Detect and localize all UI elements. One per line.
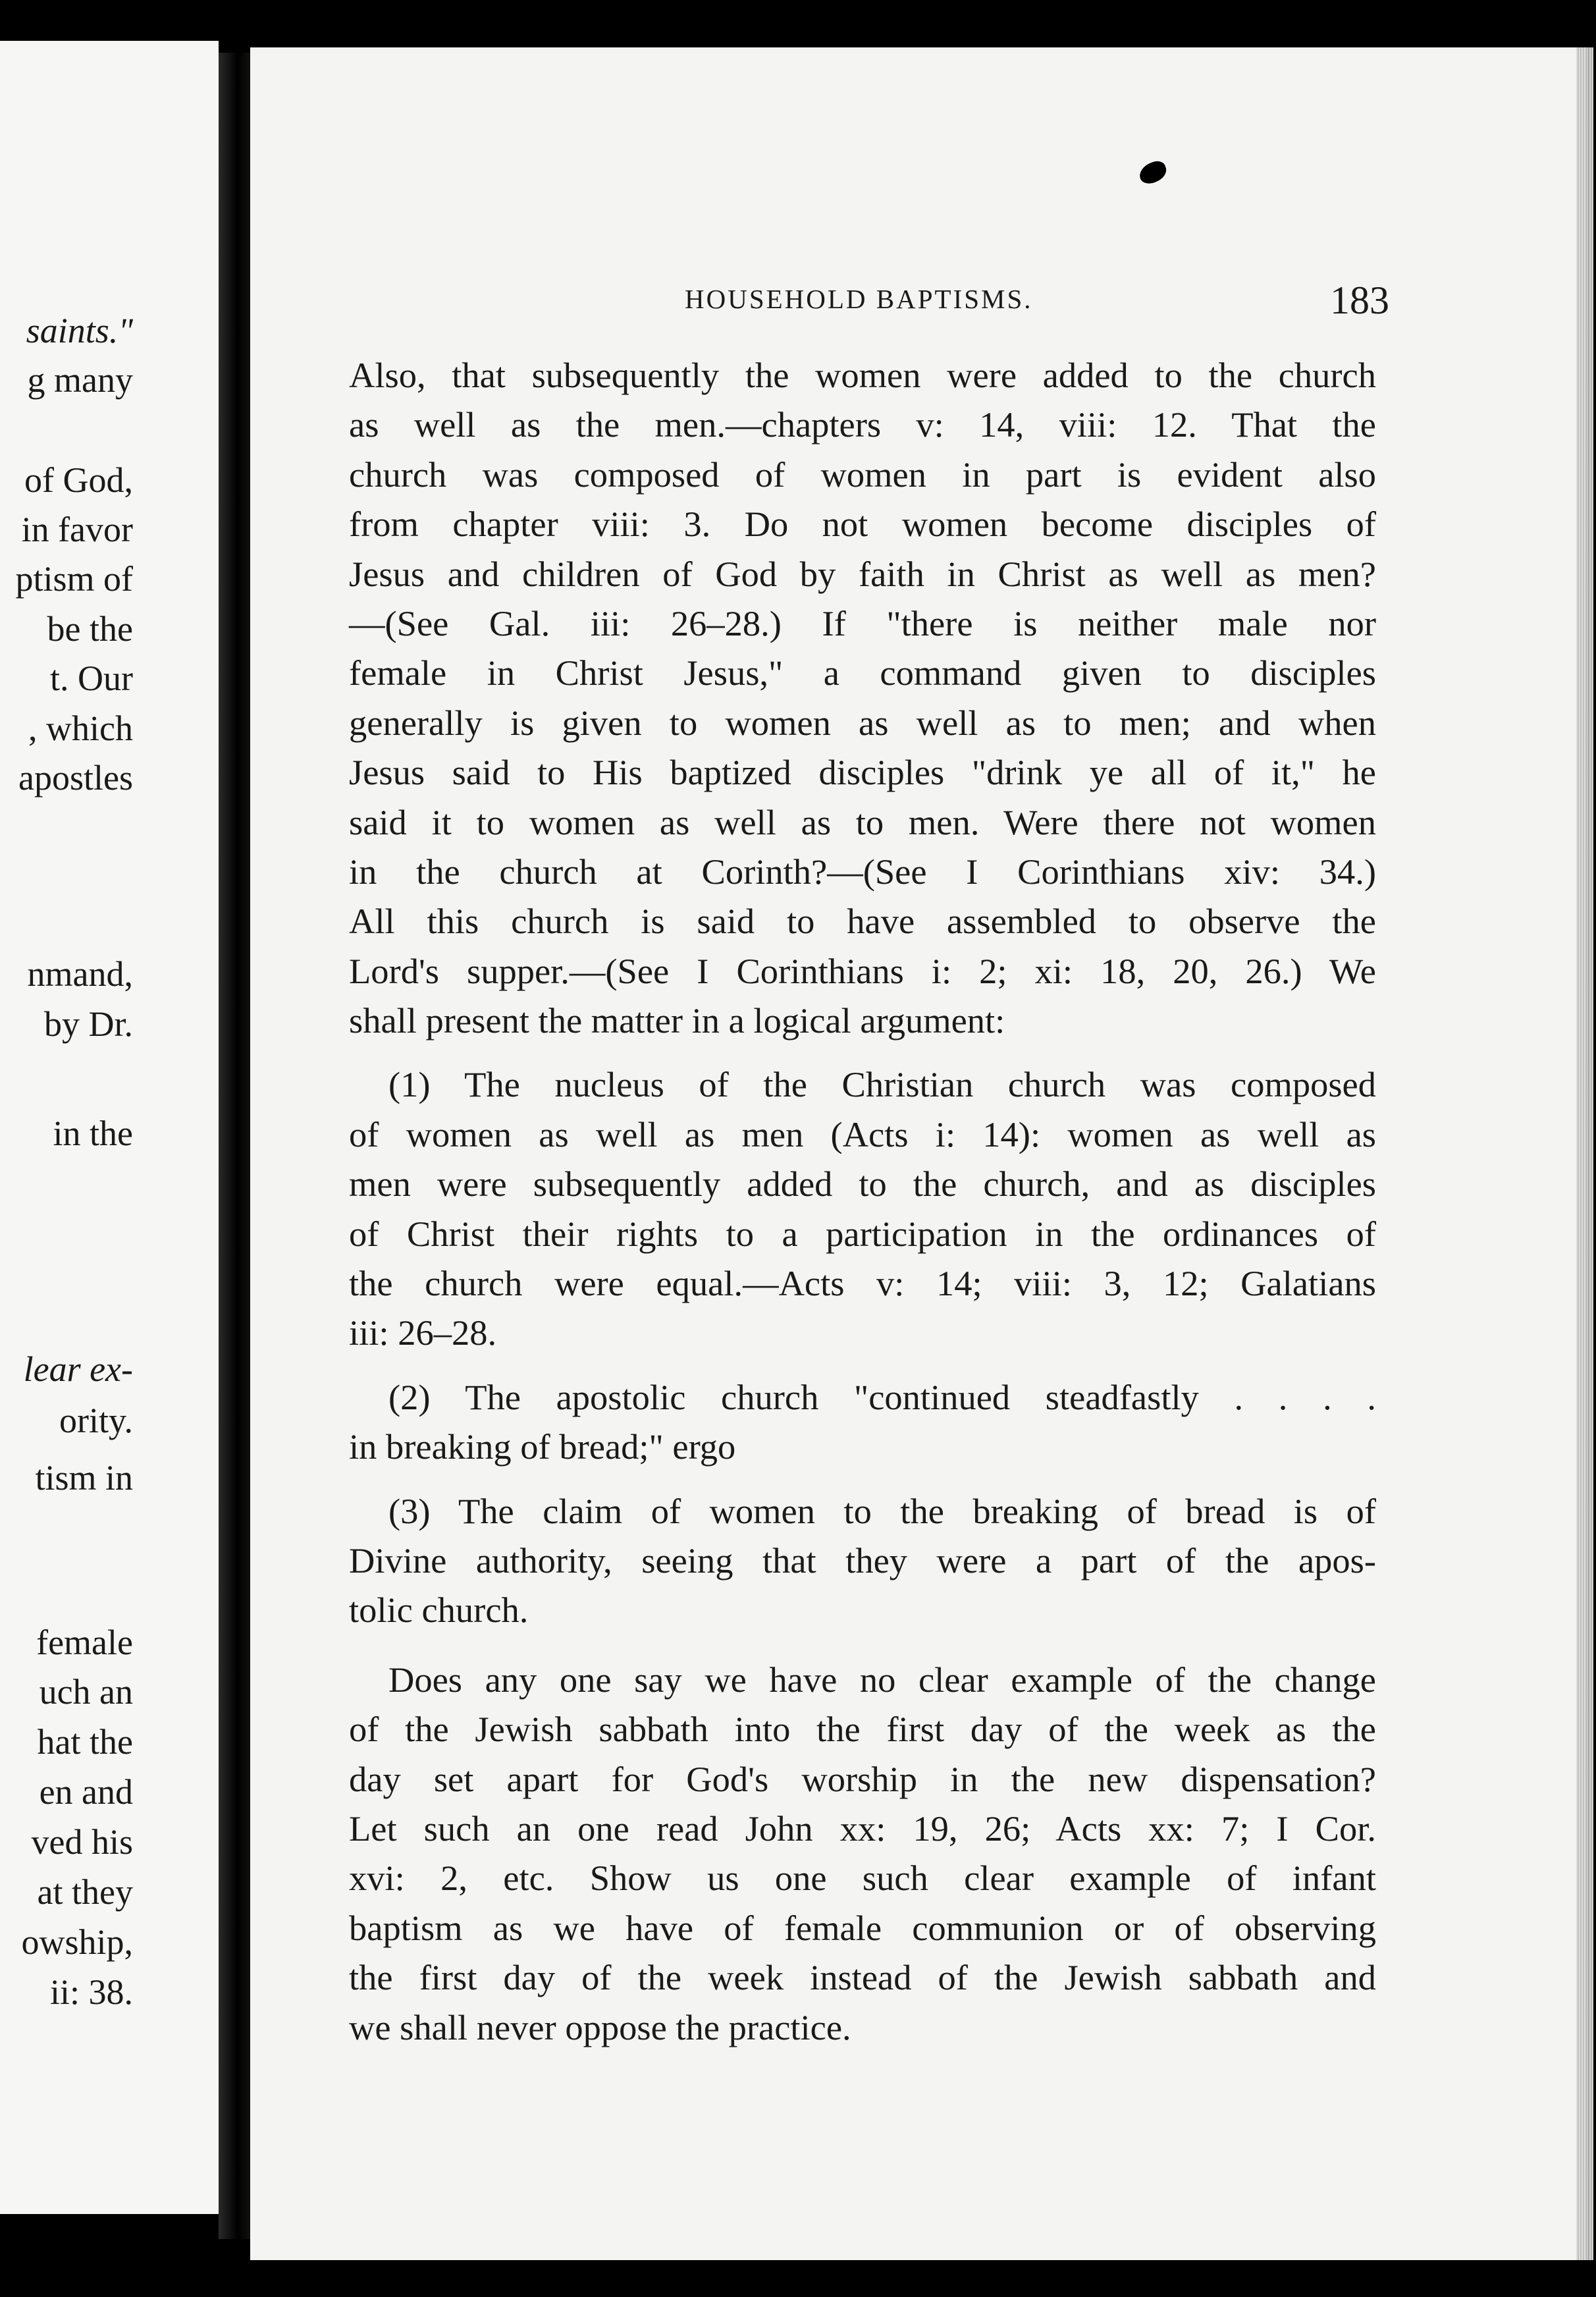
text-line: Let such an one read John xx: 19, 26; Acts xx: 7; I Cor. <box>349 1808 1376 1849</box>
text-line: iii: 26–28. <box>349 1312 497 1353</box>
book-gutter <box>219 53 250 2239</box>
left-line: in favor <box>21 510 133 549</box>
left-line: female <box>36 1623 133 1662</box>
text-line: men were subsequently added to the church, and as disciples <box>349 1164 1376 1204</box>
text-line: female in Christ Jesus," a command given to disciples <box>349 653 1376 693</box>
left-line: t. Our <box>50 659 133 698</box>
text-line: tolic church. <box>349 1590 529 1631</box>
left-line: lear ex- <box>23 1349 133 1389</box>
page-number: 183 <box>1330 279 1389 322</box>
left-line: ii: 38. <box>49 1972 133 2012</box>
paragraph <box>349 1060 1376 1357</box>
text-line: (1) The nucleus of the Christian church was composed <box>388 1064 1376 1105</box>
running-head: HOUSEHOLD BAPTISMS. <box>685 284 1033 314</box>
left-line: ved his <box>31 1822 133 1862</box>
left-line: at they <box>37 1872 133 1912</box>
text-line: in the church at Corinth?—(See I Corinthians xiv: 34.) <box>349 851 1376 892</box>
text-line: Also, that subsequently the women were added to the church <box>349 355 1376 395</box>
left-line: ptism of <box>15 559 133 599</box>
left-line: uch an <box>39 1672 133 1712</box>
text-line: said it to women as well as to men. Were there not women <box>349 801 1376 842</box>
left-line: of God, <box>24 460 133 500</box>
text-line: of the Jewish sabbath into the first day of the week as the <box>349 1709 1376 1750</box>
left-line: tism in <box>35 1458 133 1498</box>
paragraph <box>349 1486 1376 1635</box>
left-line: apostles <box>18 758 133 797</box>
left-line: owship, <box>21 1922 133 1962</box>
paragraph <box>349 350 1376 1045</box>
text-line: —(See Gal. iii: 26–28.) If "there is neither male nor <box>349 603 1376 643</box>
left-line: by Dr. <box>44 1004 133 1044</box>
text-line: the first day of the week instead of the Jewish sabbath and <box>349 1957 1376 1998</box>
text-line: Jesus and children of God by faith in Christ as well as men? <box>349 553 1376 594</box>
text-line: Lord's supper.—(See I Corinthians i: 2; xi: 18, 20, 26.) We <box>349 950 1376 991</box>
text-line: as well as the men.—chapters v: 14, viii: 12. That the <box>349 404 1376 445</box>
text-line: in breaking of bread;" ergo <box>349 1426 736 1467</box>
text-line: shall present the matter in a logical argument: <box>349 1000 1005 1041</box>
paragraph <box>349 1372 1376 1472</box>
text-line: (2) The apostolic church "continued steadfastly . . . . <box>388 1376 1376 1417</box>
page-edges <box>1576 47 1593 2260</box>
left-line: en and <box>39 1772 133 1812</box>
text-line: of Christ their rights to a participation in the ordinances of <box>349 1213 1376 1254</box>
left-line: hat the <box>37 1722 133 1762</box>
left-line: saints." <box>26 311 133 350</box>
left-page-fragment <box>0 41 219 2214</box>
right-page <box>250 47 1593 2260</box>
text-line: from chapter viii: 3. Do not women become disciples of <box>349 504 1376 545</box>
text-line: Divine authority, seeing that they were a part of the apos- <box>349 1540 1376 1581</box>
text-line: we shall never oppose the practice. <box>349 2007 851 2047</box>
text-line: Does any one say we have no clear example of the change <box>388 1659 1376 1700</box>
text-line: xvi: 2, etc. Show us one such clear example of infant <box>349 1858 1376 1899</box>
text-line: generally is given to women as well as to men; and when <box>349 702 1376 743</box>
ink-blot <box>1136 159 1169 187</box>
text-line: the church were equal.—Acts v: 14; viii: 3, 12; Galatians <box>349 1263 1376 1304</box>
text-line: church was composed of women in part is evident also <box>349 454 1376 495</box>
text-line: baptism as we have of female communion or of observing <box>349 1907 1376 1948</box>
left-line: be the <box>47 609 133 649</box>
paragraph <box>349 1655 1376 2052</box>
left-line: in the <box>53 1114 133 1153</box>
text-line: of women as well as men (Acts i: 14): women as well as <box>349 1114 1376 1154</box>
left-line: g many <box>27 360 133 400</box>
left-line: nmand, <box>27 954 133 994</box>
left-line: , which <box>28 709 133 748</box>
text-line: (3) The claim of women to the breaking of bread is of <box>388 1490 1376 1531</box>
text-line: All this church is said to have assembled to observe the <box>349 901 1376 942</box>
text-line: Jesus said to His baptized disciples "drink ye all of it," he <box>349 752 1376 793</box>
text-line: day set apart for God's worship in the new dispensation? <box>349 1758 1376 1799</box>
left-line: ority. <box>59 1401 133 1440</box>
body-text <box>349 350 1376 2052</box>
